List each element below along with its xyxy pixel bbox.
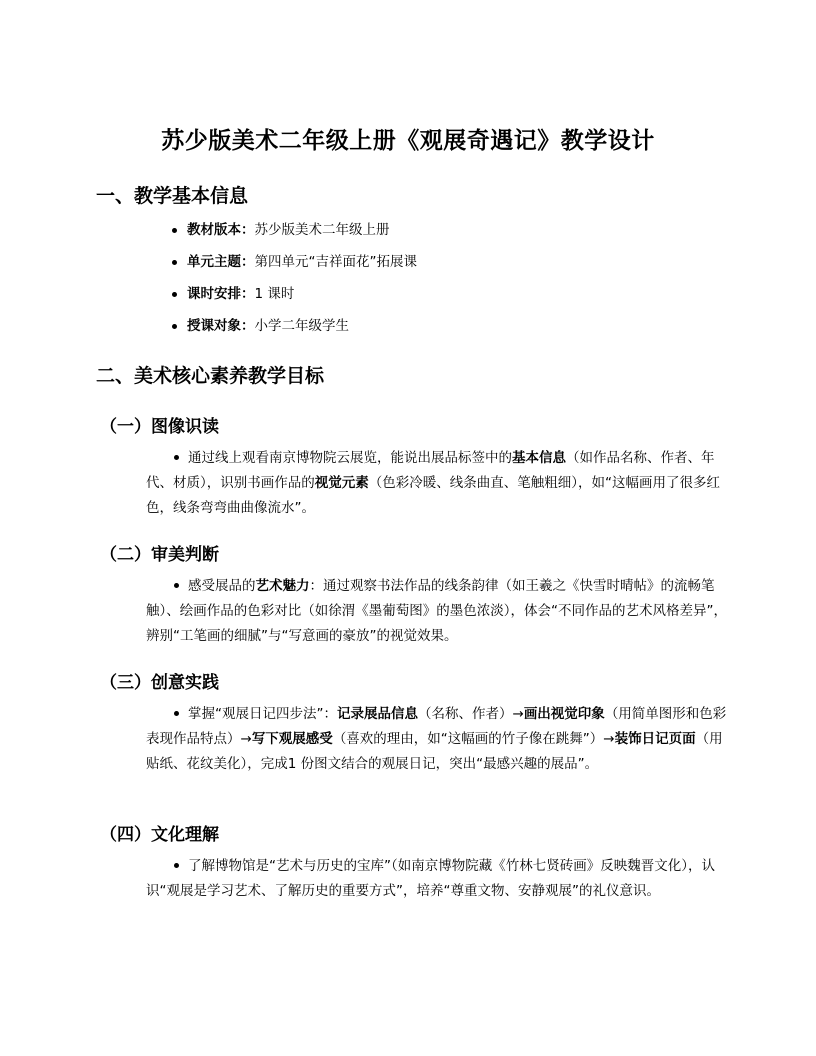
section-heading-objectives: 二、美术核心素养教学目标 (96, 365, 325, 387)
item-value: 1 课时 (254, 286, 295, 302)
list-item (172, 310, 417, 342)
basic-info-list (172, 214, 417, 342)
list-item (172, 246, 417, 278)
subsection-heading-image-reading: （一）图像识读 (100, 417, 219, 437)
paragraph-aesthetic: 感受展品的艺术魅力：通过观察书法作品的线条韵律（如王羲之《快雪时晴帖》的流畅笔触）、绘画作品的色彩对比（如徐渭《墨葡萄图》的墨色浓淡），体会“不同作品的艺术风格差异”，辨别“工笔画的细腻”与“写意画的豪放”的视觉效果。 (146, 578, 727, 644)
subsection-heading-culture: （四）文化理解 (100, 825, 219, 845)
section-heading-basic-info: 一、教学基本信息 (96, 185, 249, 207)
list-item (172, 214, 417, 246)
bullet-icon (174, 863, 179, 868)
subsection-heading-practice: （三）创意实践 (100, 673, 219, 693)
paragraph-practice: 掌握“观展日记四步法”：记录展品信息（名称、作者）→画出视觉印象（用简单图形和色彩表现作品特点）→写下观展感受（喜欢的理由，如“这幅画的竹子像在跳舞”）→装饰日记页面（用贴纸、花纹美化），完成1 份图文结合的观展日记，突出“最感兴趣的展品”。 (146, 706, 727, 772)
list-item (172, 278, 417, 310)
bullet-icon (174, 583, 179, 588)
paragraph-image-reading: 通过线上观看南京博物院云展览，能说出展品标签中的基本信息（如作品名称、作者、年代、材质），识别书画作品的视觉元素（色彩冷暖、线条曲直、笔触粗细），如“这幅画用了很多红色，线条弯弯曲曲像流水”。 (146, 450, 720, 516)
item-value: 苏少版美术二年级上册 (254, 222, 390, 238)
item-key: 课时安排： (187, 286, 255, 302)
bullet-icon (174, 711, 179, 716)
document-title: 苏少版美术二年级上册《观展奇遇记》教学设计 (161, 128, 655, 154)
paragraph-culture: 了解博物馆是“艺术与历史的宝库”（如南京博物院藏《竹林七贤砖画》反映魏晋文化），认识“观展是学习艺术、了解历史的重要方式”，培养“尊重文物、安静观展”的礼仪意识。 (146, 858, 715, 899)
item-key: 单元主题： (187, 254, 255, 270)
item-value: 第四单元“吉祥面花”拓展课 (254, 254, 417, 270)
subsection-heading-aesthetic: （二）审美判断 (100, 545, 219, 565)
item-value: 小学二年级学生 (254, 318, 349, 334)
bullet-icon (174, 455, 179, 460)
item-key: 教材版本： (187, 222, 255, 238)
item-key: 授课对象： (187, 318, 255, 334)
